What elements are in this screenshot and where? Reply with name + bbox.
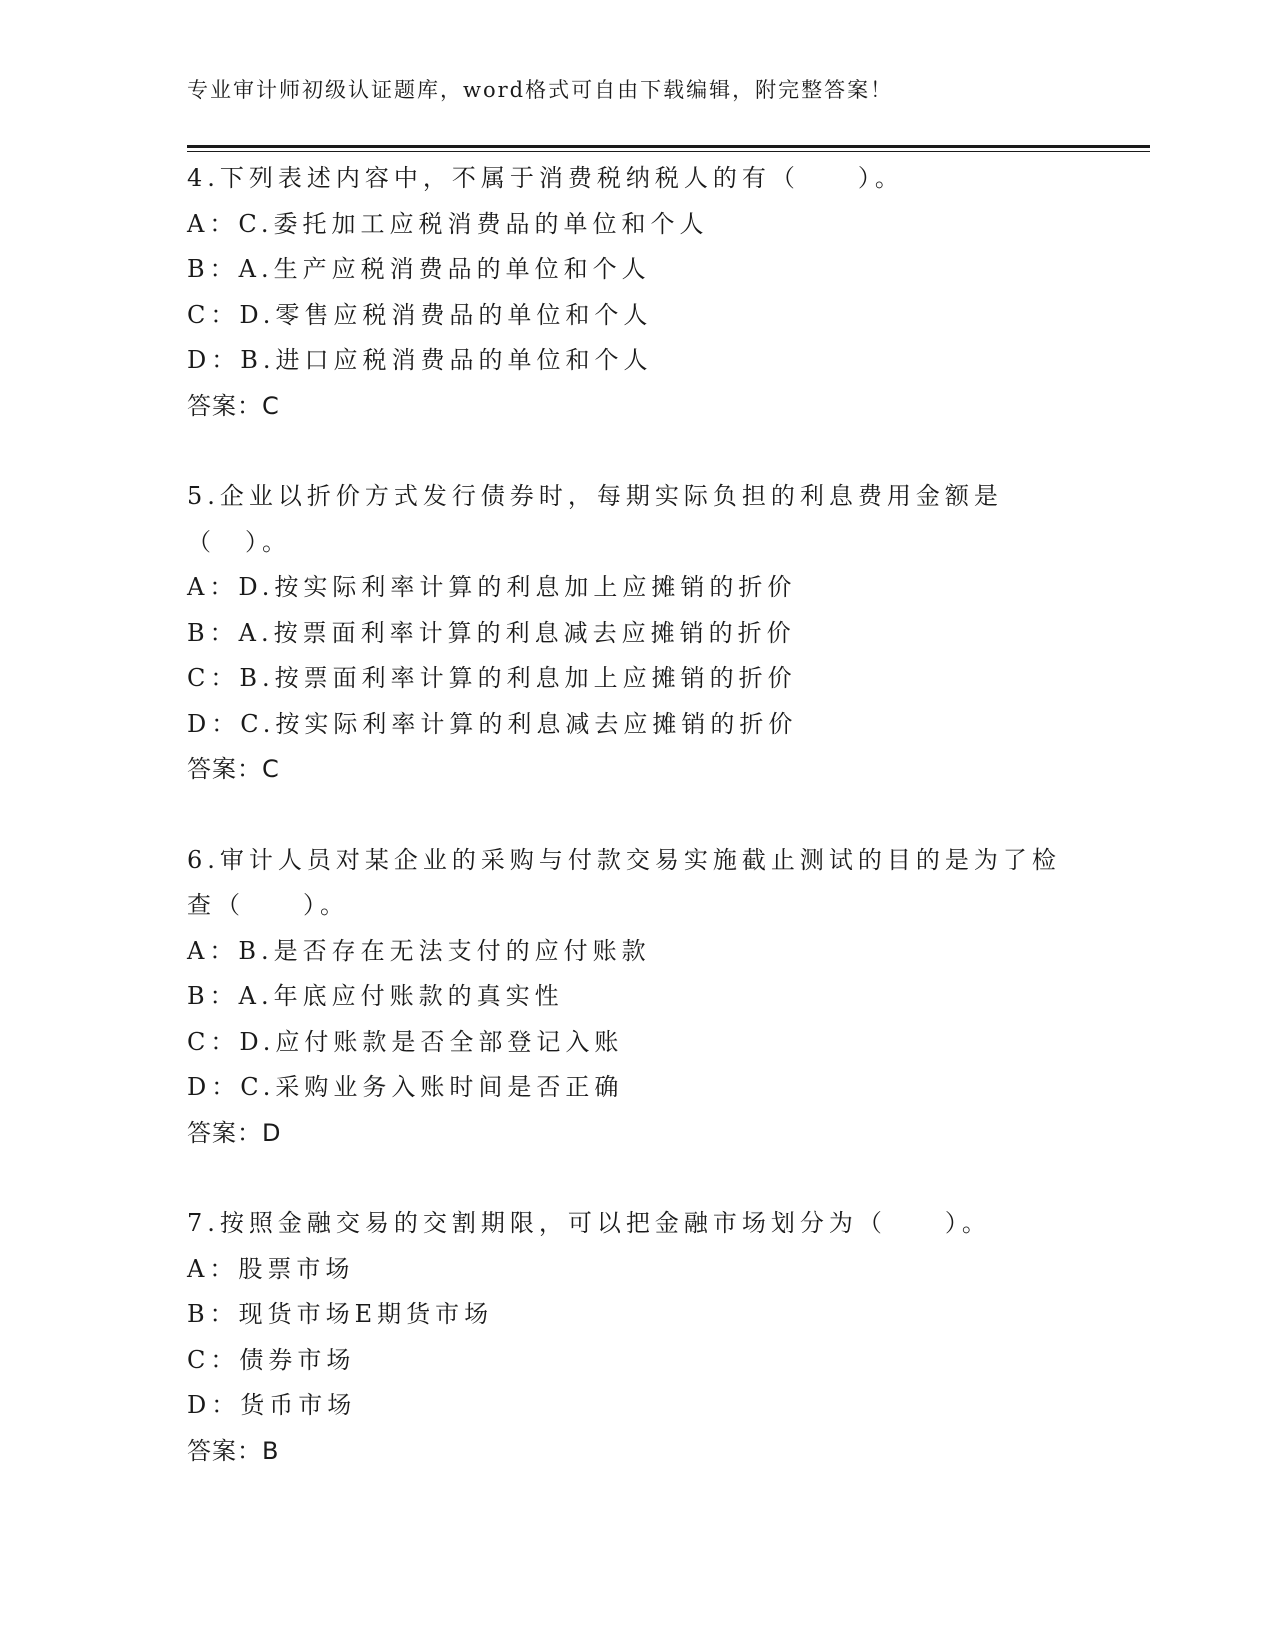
option-b: B：A.生产应税消费品的单位和个人 <box>187 255 651 283</box>
page-header: 专业审计师初级认证题库，word格式可自由下载编辑，附完整答案！ <box>187 78 894 102</box>
option-d: D：C.按实际利率计算的利息减去应摊销的折价 <box>187 709 798 738</box>
option-a: A：B.是否存在无法支付的应付账款 <box>187 936 651 965</box>
option-d: D：货币市场 <box>187 1391 357 1419</box>
option-a: A：股票市场 <box>187 1254 355 1283</box>
question-stem: 6.审计人员对某企业的采购与付款交易实施截止测试的目的是为了检查（ ）。 <box>187 845 1061 919</box>
question-stem: 7.按照金融交易的交割期限，可以把金融市场划分为（ ）。 <box>187 1209 991 1237</box>
option-b: B：现货市场E期货市场 <box>187 1300 494 1328</box>
option-c: C：D.零售应税消费品的单位和个人 <box>187 300 653 329</box>
option-c: C：B.按票面利率计算的利息加上应摊销的折价 <box>187 664 797 692</box>
header-rule-thin <box>187 151 1150 152</box>
option-b: B：A.按票面利率计算的利息减去应摊销的折价 <box>187 618 796 647</box>
option-c: C：债券市场 <box>187 1345 356 1374</box>
option-b: B：A.年底应付账款的真实性 <box>187 982 564 1010</box>
header-rule-thick <box>187 145 1150 148</box>
answer-line: 答案：C <box>187 391 280 420</box>
question-stem: 5.企业以折价方式发行债券时，每期实际负担的利息费用金额是（ ）。 <box>187 482 1003 556</box>
question-4 <box>187 156 1087 429</box>
option-c: C：D.应付账款是否全部登记入账 <box>187 1027 624 1056</box>
option-a: A：C.委托加工应税消费品的单位和个人 <box>187 209 709 238</box>
answer-line: 答案：B <box>187 1436 280 1465</box>
question-stem: 4.下列表述内容中，不属于消费税纳税人的有（ ）。 <box>187 164 904 192</box>
option-d: D：B.进口应税消费品的单位和个人 <box>187 346 653 374</box>
answer-line: 答案：C <box>187 755 280 783</box>
option-a: A：D.按实际利率计算的利息加上应摊销的折价 <box>187 573 797 601</box>
question-7 <box>187 1201 1087 1474</box>
question-list <box>187 156 1087 1519</box>
answer-line: 答案：D <box>187 1118 282 1147</box>
option-d: D：C.采购业务入账时间是否正确 <box>187 1073 624 1101</box>
question-5 <box>187 474 1087 793</box>
question-6 <box>187 838 1087 1157</box>
